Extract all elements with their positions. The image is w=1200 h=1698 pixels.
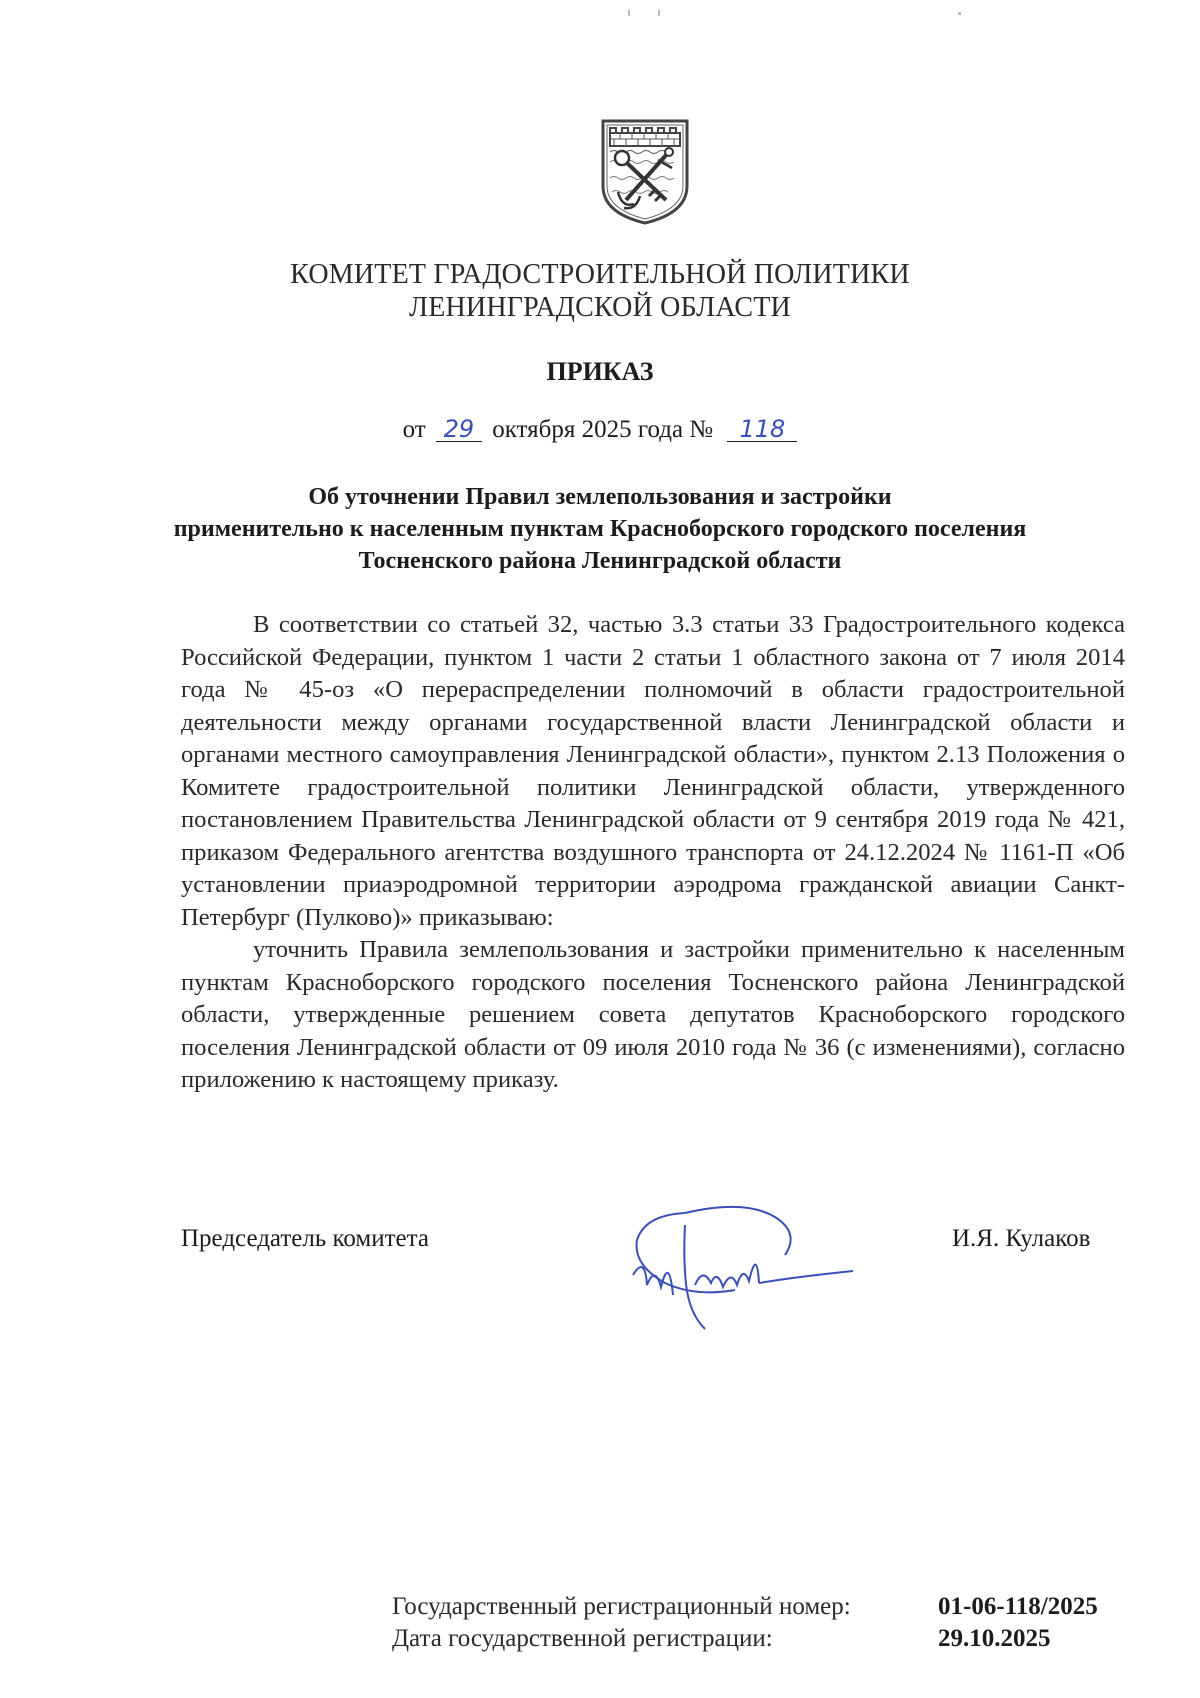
date-month-year: октября 2025 года № (492, 416, 714, 443)
registration-date-label: Дата государственной регистрации: (392, 1625, 773, 1652)
handwritten-day: 29 (436, 417, 482, 442)
body-paragraph-legal-basis: В соответствии со статьей 32, частью 3.3 статьи 33 Градостроительного кодекса Российской Федерации, пунктом 1 части 2 статьи 1 областного закона от 7 июля 2014 года № 45-оз «О перераспределении полномочий в области градостроительной деятельности между органами государственной власти Ленинградской области и органами местного самоуправления Ленинградской области», пунктом 2.13 Положения о Комитете градостроительной политики Ленинградской области, утвержденного постановлением Правительства Ленинградской области от 9 сентября 2019 года № 421, приказом Федерального агентства воздушного транспорта от 24.12.2024 № 1161-П «Об установлении приаэродромной территории аэродрома гражданской авиации Санкт-Петербург (Пулково)» приказываю: (181, 611, 1125, 931)
registration-number-value: 01-06-118/2025 (938, 1593, 1098, 1620)
registration-number-label: Государственный регистрационный номер: (392, 1593, 851, 1620)
body-paragraph-decision: уточнить Правила землепользования и застройки применительно к населенным пунктам Красноборского городского поселения Тосненского района Ленинградской области, утвержденные решением совета депутатов Красноборского городского поселения Ленинградской области от 09 июля 2010 года № 36 (с изменениями), согласно приложению к настоящему приказу. (181, 936, 1125, 1093)
issuer-organization (0, 258, 1200, 324)
org-name-line-2: ЛЕНИНГРАДСКОЙ ОБЛАСТИ (409, 292, 791, 323)
date-prefix: от (402, 416, 426, 443)
signatory-name: И.Я. Кулаков (952, 1225, 1091, 1252)
scan-speck (958, 12, 961, 15)
handwritten-signature-icon (625, 1195, 860, 1335)
date-number-line (0, 416, 1200, 444)
registration-date-value: 29.10.2025 (938, 1625, 1051, 1652)
order-body (181, 609, 1125, 1097)
subject-line-2: применительно к населенным пунктам Красноборского городского поселения (173, 516, 1027, 542)
signatory-position: Председатель комитета (181, 1225, 429, 1252)
scan-speck (628, 10, 630, 16)
subject-line-1: Об уточнении Правил землепользования и застройки (308, 484, 892, 510)
org-name-line-1: КОМИТЕТ ГРАДОСТРОИТЕЛЬНОЙ ПОЛИТИКИ (290, 259, 910, 290)
registration-labels (392, 1591, 851, 1655)
registration-values (938, 1591, 1098, 1655)
document-type: ПРИКАЗ (546, 357, 654, 386)
scan-speck (658, 10, 660, 16)
subject-line-3: Тосненского района Ленинградской области (358, 548, 842, 574)
handwritten-order-number: 118 (727, 417, 797, 442)
order-subject (0, 481, 1200, 577)
coat-of-arms-icon (600, 118, 690, 226)
